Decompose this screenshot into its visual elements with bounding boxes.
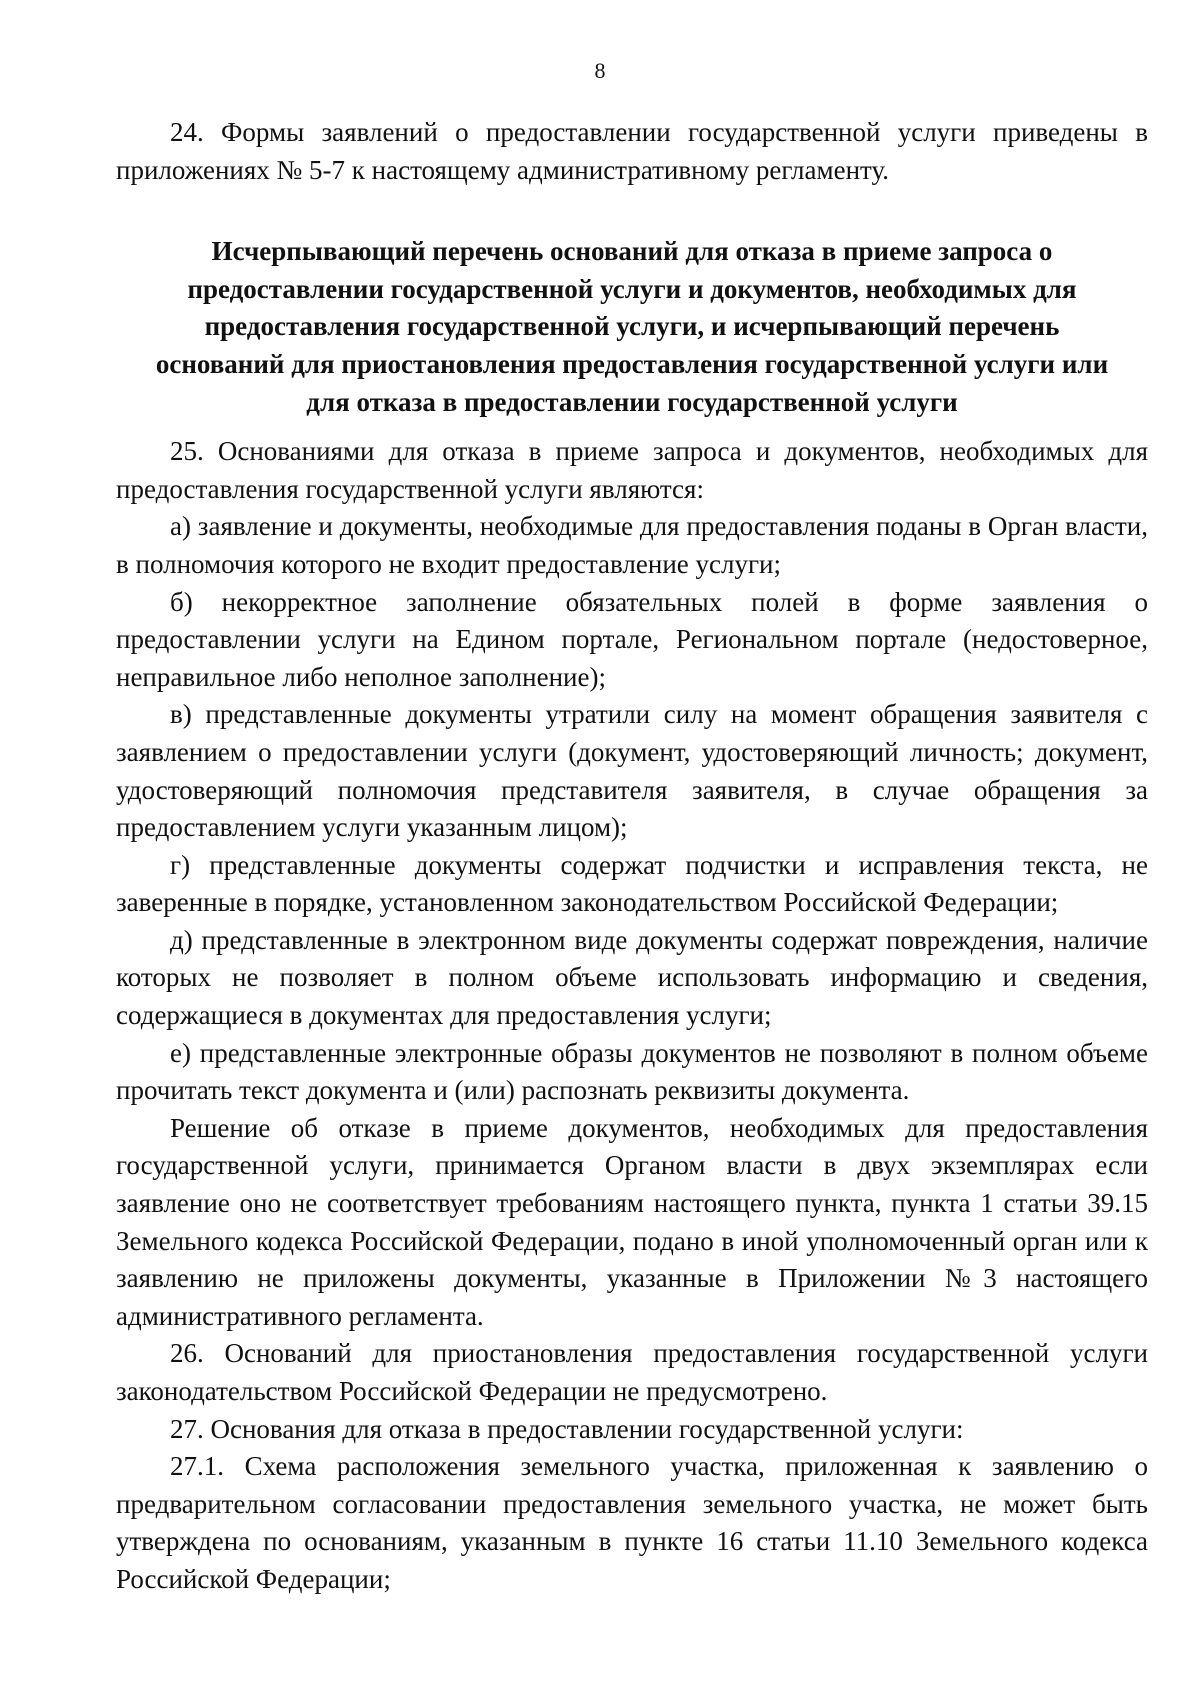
document-body [116,114,1148,1599]
section-heading-line-2: предоставлении государственной услуги и документов, необходимых для [187,273,1077,304]
section-heading [116,233,1148,421]
paragraph-25-b: б) некорректное заполнение обязательных полей в форме заявления о предоставлении услуги на Едином портале, Региональном портале (недостоверное, неправильное либо неполное заполнение); [116,586,1148,692]
paragraph-25-e: е) представленные электронные образы документов не позволяют в полном объеме прочитать текст документа и (или) распознать реквизиты документа. [116,1037,1148,1106]
paragraph-27-1: 27.1. Схема расположения земельного участка, приложенная к заявлению о предварительном согласовании предоставления земельного участка, не может быть утверждена по основаниям, указанным в пункте 16 статьи 11.10 Земельного кодекса Российской Федерации; [116,1451,1148,1594]
paragraph-25-v: в) представленные документы утратили силу на момент обращения заявителя с заявлением о предоставлении услуги (документ, удостоверяющий личность; документ, удостоверяющий полномочия представителя заявителя, в случае обращения за предоставлением услуги указанным лицом); [116,699,1148,843]
paragraph-27: 27. Основания для отказа в предоставлении государственной услуги: [170,1413,964,1444]
page-number: 8 [594,58,606,83]
paragraph-25: 25. Основаниями для отказа в приеме запроса и документов, необходимых для предоставления государственной услуги являются: [116,436,1148,504]
paragraph-25-d: д) представленные в электронном виде документы содержат повреждения, наличие которых не позволяет в полном объеме использовать информацию и сведения, содержащиеся в документах для предоставления услуги; [116,924,1148,1031]
paragraph-25-g: г) представленные документы содержат подчистки и исправления текста, не заверенные в порядке, установленном законодательством Российской Федерации; [116,849,1148,918]
section-heading-line-3: предоставления государственной услуги, и исчерпывающий перечень [204,311,1060,342]
section-heading-line-1: Исчерпывающий перечень оснований для отказа в приеме запроса о [211,236,1053,267]
section-heading-line-4: оснований для приостановления предоставления государственной услуги или [155,348,1109,379]
paragraph-25-decision: Решение об отказе в приеме документов, необходимых для предоставления государственной услуги, принимается Органом власти в двух экземплярах если заявление оно не соответствует требованиям настоящего пункта, пункта 1 статьи 39.15 Земельного кодекса Российской Федерации, подано в иной уполномоченный орган или к заявлению не приложены документы, указанные в Приложении №3 настоящего административного регламента. [116,1112,1148,1331]
paragraph-24: 24. Формы заявлений о предоставлении государственной услуги приведены в приложениях № 5-7 к настоящему административному регламенту. [116,117,1148,185]
paragraph-26: 26. Оснований для приостановления предоставления государственной услуги законодательством Российской Федерации не предусмотрено. [116,1338,1148,1406]
paragraph-25-a: а) заявление и документы, необходимые для предоставления поданы в Орган власти, в полномочия которого не входит предоставление услуги; [116,511,1148,579]
section-heading-line-5: для отказа в предоставлении государственной услуги [306,386,958,417]
